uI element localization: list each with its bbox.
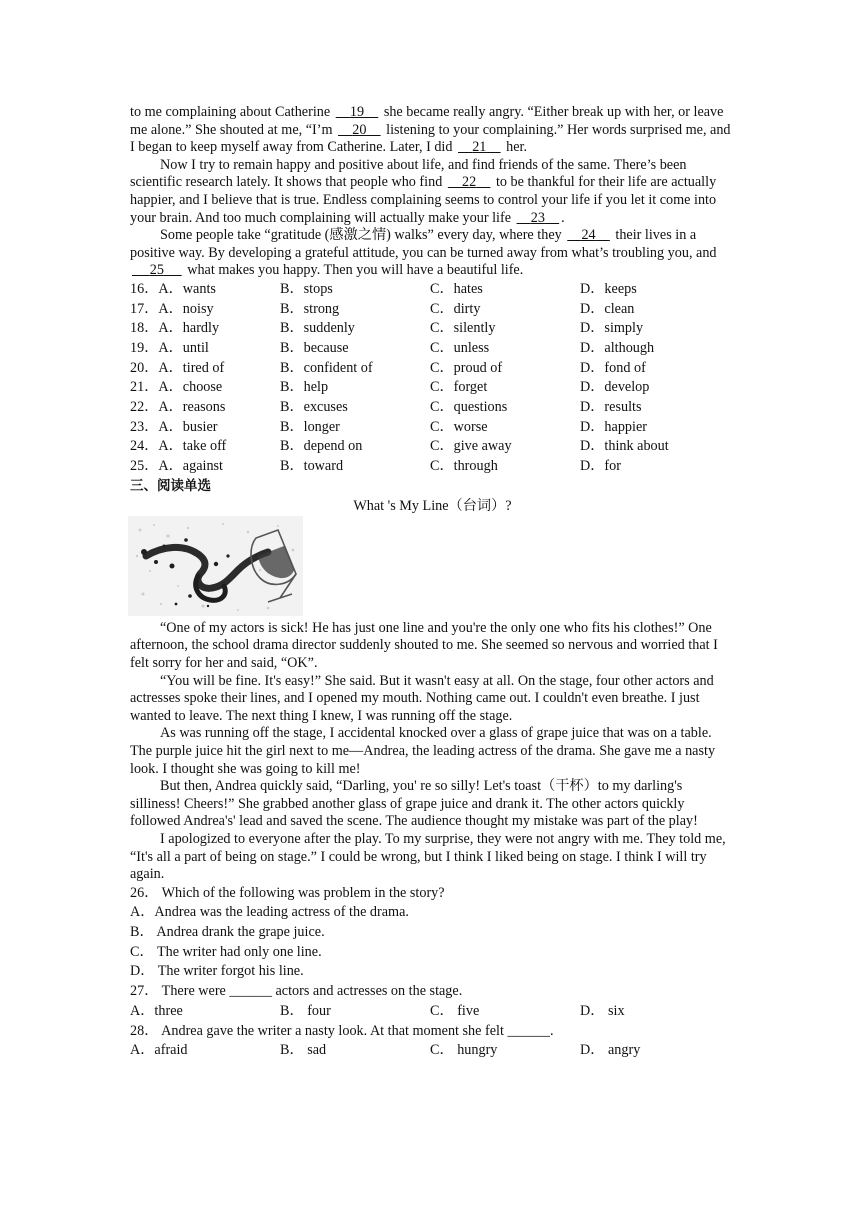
- option-22b: B．excuses: [280, 399, 348, 416]
- reading-paragraph-1: “One of my actors is sick! He has just one line and you're the only one who fits his clothes!” One afternoon, the school drama director suddenly shouted to me. She seemed so nervous and worried that I felt sorry for her and said, “OK”.: [130, 619, 718, 671]
- option-20d: D．fond of: [580, 359, 646, 376]
- option-17c: C．dirty: [430, 300, 481, 317]
- option-22c: C．questions: [430, 399, 508, 416]
- option-17d: D．clean: [580, 300, 635, 317]
- question-27-option-a: A．three: [130, 1002, 183, 1019]
- question-28-stem: 28． Andrea gave the writer a nasty look. At that moment she felt ______.: [130, 1022, 554, 1039]
- grape-juice-splash-image: [128, 516, 303, 616]
- blank-22: 22: [462, 174, 477, 191]
- question-28-option-d: D． angry: [580, 1042, 641, 1059]
- reading-paragraph-5: I apologized to everyone after the play. To my surprise, they were not angry with me. They told me, “It's all a part of being on stage.” I could be wrong, but I think I liked being on stage. I think I will try again.: [130, 830, 726, 883]
- option-24a: 24．A．take off: [130, 438, 227, 455]
- passage-text: her.: [502, 139, 528, 156]
- option-21b: B．help: [280, 379, 329, 396]
- option-19c: C．unless: [430, 340, 490, 356]
- passage-text: Some people take “gratitude (感激之情) walks” every day, where they: [160, 227, 566, 244]
- question-28-option-b: B． sad: [280, 1042, 327, 1059]
- option-22d: D．results: [580, 399, 642, 416]
- option-21d: D．develop: [580, 379, 650, 396]
- option-24c: C．give away: [430, 438, 512, 455]
- question-28-option-c: C． hungry: [430, 1042, 498, 1059]
- reading-paragraph-2: “You will be fine. It's easy!” She said. But it wasn't easy at all. On the stage, four other actors and actresses spoke their lines, and I opened my mouth. Nothing came out. I couldn't even breathe. I just wanted to leave. The next thing I knew, I was running off the stage.: [130, 672, 714, 724]
- grape-juice-splash-icon: [128, 516, 303, 616]
- option-21c: C．forget: [430, 379, 488, 396]
- option-25b: B．toward: [280, 458, 344, 475]
- section-heading: 三、阅读单选: [130, 477, 211, 494]
- passage-text: Now I try to remain happy and positive about life, and find friends of the same. There’s been scientific research lately. It shows that people who find: [130, 156, 687, 191]
- question-27-option-d: D． six: [580, 1002, 625, 1019]
- worksheet-page: [130, 104, 735, 1061]
- question-28-option-a: A．afraid: [130, 1042, 188, 1059]
- passage-text: to be thankful for their life are actually happier, and I believe that is true. Endless complaining seems to control your life if you let it come into your brain. And too much complaining will actually make your life: [130, 174, 717, 226]
- option-21a: 21．A．choose: [130, 379, 223, 396]
- cloze-paragraph: [130, 227, 735, 280]
- reading-paragraph-4: But then, Andrea quickly said, “Darling, you' re so silly! Let's toast（干杯）to my darling's silliness! Cheers!” She grabbed another glass of grape juice and drank it. The other actors quickly followed Andrea's' lead and saved the scene. The audience thought my mistake was part of the play!: [130, 778, 698, 830]
- option-18c: C．silently: [430, 320, 496, 337]
- option-16c: C．hates: [430, 280, 483, 297]
- passage-text: she became really angry. “Either break up with her, or leave me alone.” She shouted at me, “I’m: [130, 104, 724, 138]
- option-23c: C．worse: [430, 418, 488, 435]
- question-28-options: [130, 1041, 735, 1061]
- option-17b: B．strong: [280, 300, 340, 317]
- option-17a: 17．A．noisy: [130, 300, 214, 317]
- blank-20: 20: [352, 121, 367, 138]
- option-24d: D．think about: [580, 438, 669, 455]
- passage-text: their lives in a positive way. By developing a grateful attitude, you can be turned away from what’s troubling you, and: [130, 227, 717, 261]
- reading-paragraph-3: As was running off the stage, I accidental knocked over a glass of grape juice that was on a table. The purple juice hit the girl next to me—Andrea, the leading actress of the drama. She gave me a nasty look. I thought she was going to kill me!: [130, 725, 716, 777]
- option-22a: 22．A．reasons: [130, 399, 226, 416]
- option-23d: D．happier: [580, 418, 647, 435]
- question-27-stem: 27． There were ______ actors and actresses on the stage.: [130, 983, 463, 1000]
- option-23a: 23．A．busier: [130, 418, 218, 435]
- option-16a: 16．A．wants: [130, 280, 216, 297]
- option-20c: C．proud of: [430, 359, 503, 376]
- question-27-option-b: B． four: [280, 1002, 331, 1019]
- cloze-options: [130, 280, 735, 477]
- cloze-paragraph: [130, 157, 735, 227]
- blank-21: 21: [472, 139, 487, 156]
- passage-text: what makes you happy. Then you will have a beautiful life.: [183, 262, 524, 279]
- blank-19: 19: [349, 104, 365, 120]
- option-25c: C．through: [430, 458, 498, 475]
- passage-text: .: [561, 209, 565, 226]
- option-20a: 20．A．tired of: [130, 359, 225, 376]
- option-24b: B．depend on: [280, 438, 363, 455]
- blank-23: 23: [530, 209, 545, 226]
- option-19a: 19．A．until: [130, 340, 209, 356]
- option-16d: D．keeps: [580, 280, 637, 297]
- option-19d: D．although: [580, 340, 655, 356]
- question-27-options: [130, 1002, 735, 1022]
- question-27-option-c: C． five: [430, 1002, 480, 1019]
- option-23b: B．longer: [280, 418, 340, 435]
- cloze-paragraph: [130, 104, 735, 157]
- blank-25: 25: [149, 262, 164, 279]
- option-18b: B．suddenly: [280, 320, 355, 337]
- option-18d: D．simply: [580, 320, 644, 337]
- question-26-option-b: B． Andrea drank the grape juice.: [130, 924, 325, 941]
- option-25d: D．for: [580, 458, 621, 475]
- question-26-stem: 26． Which of the following was problem in the story?: [130, 884, 445, 901]
- option-16b: B．stops: [280, 280, 333, 297]
- option-19b: B．because: [280, 340, 349, 356]
- option-18a: 18．A．hardly: [130, 320, 220, 337]
- passage-text: to me complaining about Catherine: [130, 104, 334, 120]
- reading-title: What 's My Line（台词）?: [353, 497, 512, 514]
- passage-text: listening to your complaining.” Her words surprised me, and I began to keep myself away from Catherine. Later, I did: [130, 121, 731, 156]
- question-26-option-a: A．Andrea was the leading actress of the drama.: [130, 904, 409, 921]
- blank-24: 24: [581, 227, 596, 244]
- question-26-option-c: C． The writer had only one line.: [130, 943, 322, 960]
- option-20b: B．confident of: [280, 359, 373, 376]
- option-25a: 25．A．against: [130, 458, 223, 475]
- question-26-option-d: D． The writer forgot his line.: [130, 963, 304, 980]
